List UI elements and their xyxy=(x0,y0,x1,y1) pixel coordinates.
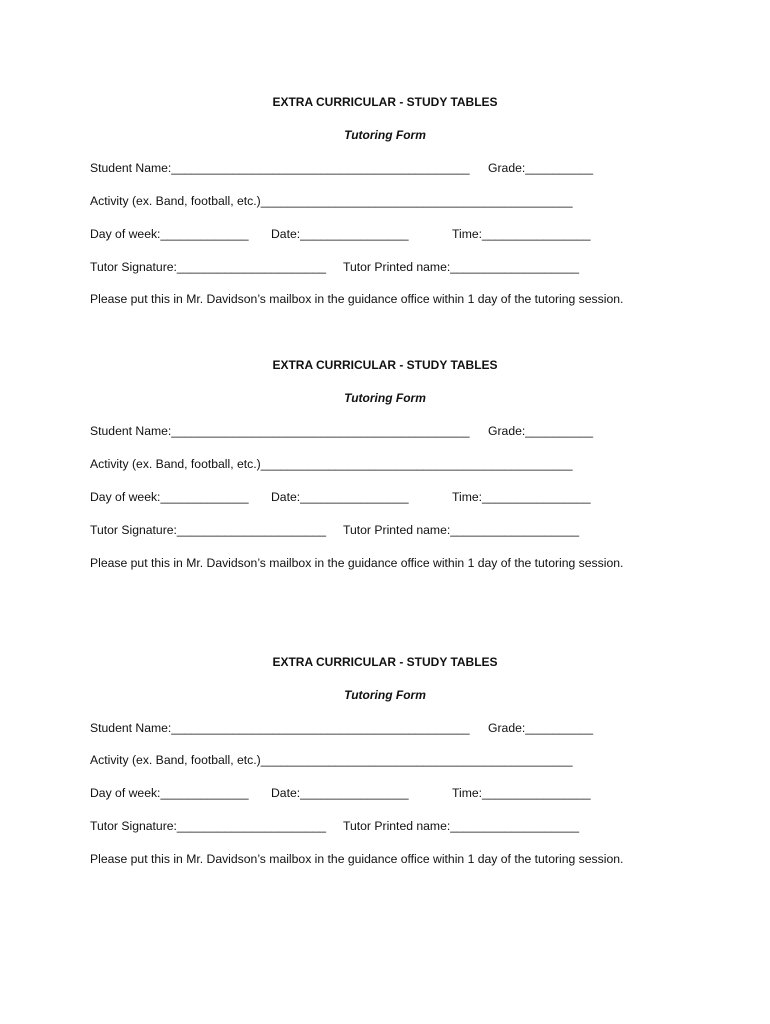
student-name-field[interactable]: Student Name:____________________________________________ xyxy=(90,161,470,175)
form-subtitle: Tutoring Form xyxy=(344,688,426,702)
instructions-text: Please put this in Mr. Davidson’s mailbox in the guidance office within 1 day of the tutoring session. xyxy=(90,556,624,570)
form-title: EXTRA CURRICULAR - STUDY TABLES xyxy=(272,655,498,669)
time-field[interactable]: Time:________________ xyxy=(452,786,591,800)
day-of-week-field[interactable]: Day of week:_____________ xyxy=(90,227,249,241)
tutor-printed-name-field[interactable]: Tutor Printed name:___________________ xyxy=(343,819,580,833)
tutor-signature-field[interactable]: Tutor Signature:______________________ xyxy=(90,523,327,537)
day-of-week-field[interactable]: Day of week:_____________ xyxy=(90,490,249,504)
time-field[interactable]: Time:________________ xyxy=(452,227,591,241)
form-title: EXTRA CURRICULAR - STUDY TABLES xyxy=(272,95,498,109)
activity-field[interactable]: Activity (ex. Band, football, etc.)______________________________________________ xyxy=(90,753,573,767)
instructions-text: Please put this in Mr. Davidson’s mailbox in the guidance office within 1 day of the tutoring session. xyxy=(90,852,624,866)
grade-field[interactable]: Grade:__________ xyxy=(488,424,594,438)
activity-field[interactable]: Activity (ex. Band, football, etc.)______________________________________________ xyxy=(90,194,573,208)
day-of-week-field[interactable]: Day of week:_____________ xyxy=(90,786,249,800)
date-field[interactable]: Date:________________ xyxy=(271,490,409,504)
date-field[interactable]: Date:________________ xyxy=(271,227,409,241)
activity-field[interactable]: Activity (ex. Band, football, etc.)______________________________________________ xyxy=(90,457,573,471)
tutor-signature-field[interactable]: Tutor Signature:______________________ xyxy=(90,819,327,833)
form-subtitle: Tutoring Form xyxy=(344,128,426,142)
date-field[interactable]: Date:________________ xyxy=(271,786,409,800)
tutor-printed-name-field[interactable]: Tutor Printed name:___________________ xyxy=(343,260,580,274)
form-title: EXTRA CURRICULAR - STUDY TABLES xyxy=(272,358,498,372)
grade-field[interactable]: Grade:__________ xyxy=(488,161,594,175)
instructions-text: Please put this in Mr. Davidson’s mailbox in the guidance office within 1 day of the tutoring session. xyxy=(90,292,624,306)
tutor-signature-field[interactable]: Tutor Signature:______________________ xyxy=(90,260,327,274)
time-field[interactable]: Time:________________ xyxy=(452,490,591,504)
grade-field[interactable]: Grade:__________ xyxy=(488,721,594,735)
student-name-field[interactable]: Student Name:____________________________________________ xyxy=(90,721,470,735)
tutor-printed-name-field[interactable]: Tutor Printed name:___________________ xyxy=(343,523,580,537)
form-subtitle: Tutoring Form xyxy=(344,391,426,405)
student-name-field[interactable]: Student Name:____________________________________________ xyxy=(90,424,470,438)
